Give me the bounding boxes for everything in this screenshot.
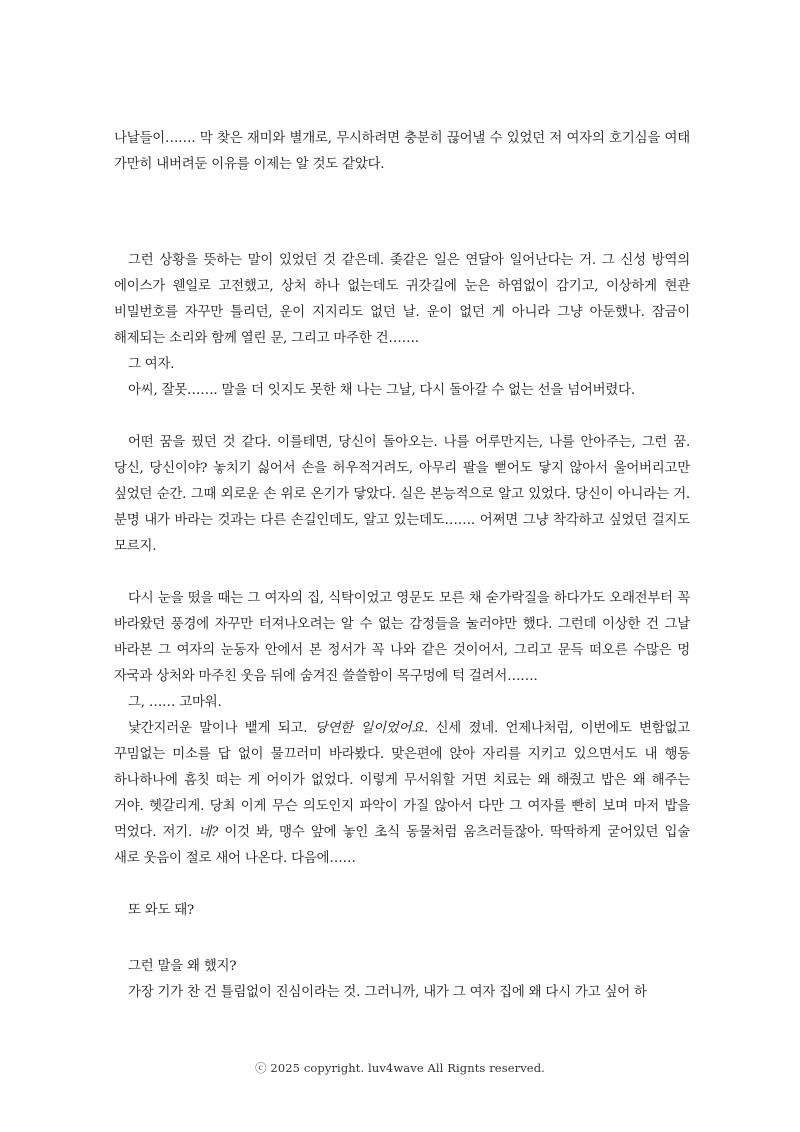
paragraph: 그런 말을 왜 했지? — [128, 959, 237, 974]
text-block-main — [114, 248, 690, 924]
copyright-footer: ⓒ 2025 copyright. luv4wave All Rignts reserved. — [255, 1061, 545, 1075]
paragraph: 아씨, 잘못……. 말을 더 잇지도 못한 채 나는 그날, 다시 돌아갈 수 없는 선을 넘어버렸다. — [128, 383, 635, 398]
italic-dialogue: 당연한 일이었어요. — [314, 721, 429, 736]
paragraph-text: 낯간지러운 말이나 뱉게 되고. — [128, 721, 315, 736]
paragraph-text: 이것 봐, 맹수 앞에 놓인 초식 동물처럼 움츠러들잖아. 딱딱하게 굳어있던 입술 새로 웃음이 절로 새어 나온다. 다음에…… — [114, 825, 690, 866]
paragraph: 또 와도 돼? — [128, 903, 195, 918]
paragraph: 다시 눈을 떴을 때는 그 여자의 집, 식탁이었고 영문도 모른 채 숟가락질을 하다가도 오래전부터 꼭 바라왔던 풍경에 자꾸만 터져나오려는 알 수 없는 감정들을 눌러야만 했다. 그런데 이상한 건 그날 바라본 그 여자의 눈동자 안에서 본 정서가 꼭 나와 같은 것이어서, 그리고 문득 떠오른 수많은 멍 자국과 상처와 마주친 웃음 뒤에 숨겨진 쓸쓸함이 목구멍에 턱 걸려서……. — [114, 591, 690, 684]
paragraph-gap — [114, 872, 690, 898]
italic-dialogue: 네? — [198, 825, 219, 840]
paragraph — [114, 716, 690, 872]
paragraph: 그런 상황을 뜻하는 말이 있었던 것 같은데. 좆같은 일은 연달아 일어난다는 거. 그 신성 방역의 에이스가 웬일로 고전했고, 상처 하나 없는데도 귀갓길에 눈은 하염없이 감기고, 이상하게 현관 비밀번호를 자꾸만 틀리던, 운이 지지리도 없던 날. 운이 없던 게 아니라 그냥 아둔했나. 잠금이 해제되는 소리와 함께 열린 문, 그리고 마주한 건……. — [114, 253, 690, 346]
paragraph-gap — [114, 560, 690, 586]
paragraph: 그, …… 고마워. — [128, 695, 222, 710]
text-block-bottom — [114, 954, 690, 1006]
paragraph: 어떤 꿈을 꿨던 것 같다. 이를테면, 당신이 돌아오는. 나를 어루만지는, 나를 안아주는, 그런 꿈. 당신, 당신이야? 놓치기 싫어서 손을 허우적거려도, 아무리 팔을 뻗어도 닿지 않아서 울어버리고만 싶었던 순간. 그때 외로운 손 위로 온기가 닿았다. 실은 본능적으로 알고 있었다. 당신이 아니라는 거. 분명 내가 바라는 것과는 다른 손길인데도, 알고 있는데도……. 어쩌면 그냥 착각하고 싶었던 걸지도 모르지. — [114, 435, 690, 554]
paragraph: 나날들이……. 막 찾은 재미와 별개로, 무시하려면 충분히 끊어낼 수 있었던 저 여자의 호기심을 여태 가만히 내버려둔 이유를 이제는 알 것도 같았다. — [114, 131, 690, 172]
paragraph-text: 신세 졌네. 언제나처럼, 이번에도 변함없고 꾸밈없는 미소를 답 없이 물끄러미 바라봤다. 맞은편에 앉아 자리를 지키고 있으면서도 내 행동 하나하나에 흠칫 떠는 게 어이가 없었다. 이렇게 무서워할 거면 치료는 왜 해줬고 밥은 왜 해주는 거야. 헷갈리게. 당최 이게 무슨 의도인지 파악이 가질 않아서 다만 그 여자를 빤히 보며 마저 밥을 먹었다. 저기. — [114, 721, 690, 840]
paragraph: 가장 기가 찬 건 틀림없이 진심이라는 것. 그러니까, 내가 그 여자 집에 왜 다시 가고 싶어 하 — [128, 985, 647, 1000]
paragraph: 그 여자. — [128, 357, 175, 372]
text-block-top — [114, 126, 690, 178]
paragraph-gap — [114, 404, 690, 430]
